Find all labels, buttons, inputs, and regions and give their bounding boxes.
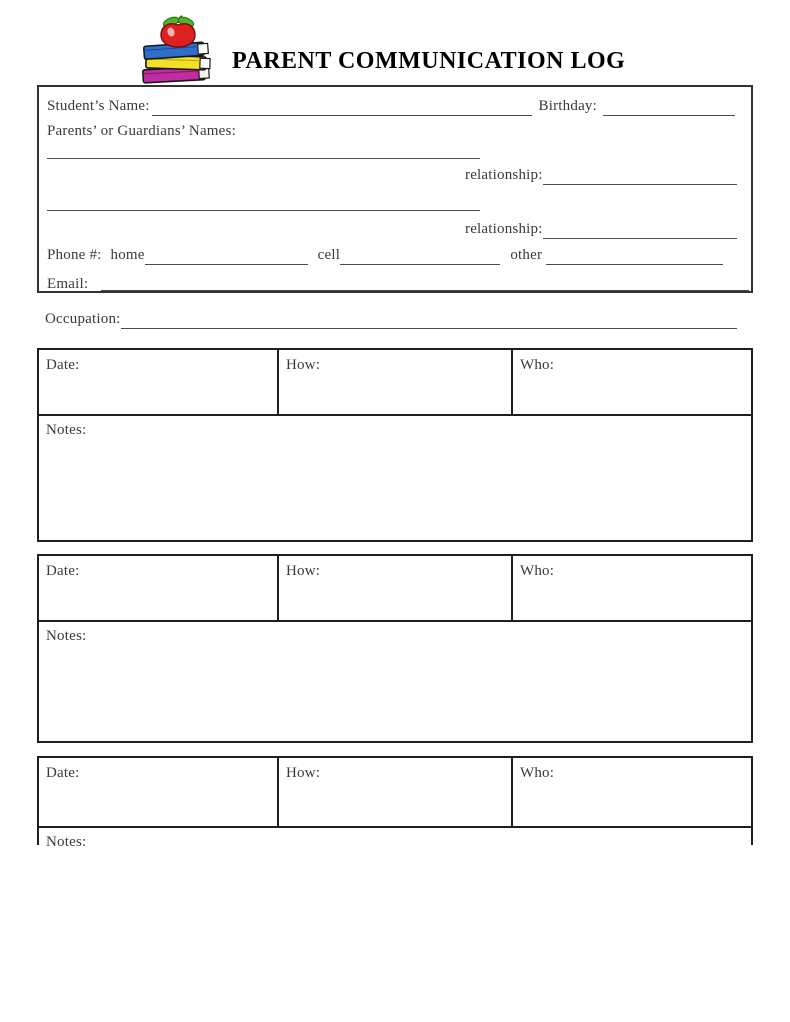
phone-cell-line[interactable] [340, 245, 500, 265]
date-cell[interactable] [39, 758, 279, 826]
relationship-row-2 [465, 219, 737, 239]
log-entry-3-header [39, 758, 751, 826]
notes-label: Notes: [46, 422, 87, 438]
occupation-line[interactable] [121, 309, 737, 329]
page-title: PARENT COMMUNICATION LOG [232, 48, 626, 74]
who-cell[interactable] [513, 556, 751, 620]
phone-cell-label: cell [317, 247, 341, 263]
notes-cell[interactable] [39, 414, 751, 540]
log-entry-3 [37, 756, 753, 850]
parent-name-line-1[interactable] [47, 145, 480, 159]
notes-label: Notes: [46, 834, 87, 850]
date-label: Date: [46, 765, 80, 781]
student-name-label: Student’s Name: [47, 98, 150, 114]
relationship-label-1: relationship: [465, 167, 543, 183]
relationship-row-1 [465, 165, 737, 185]
occupation-row [45, 309, 737, 329]
books-apple-icon [138, 10, 220, 84]
how-cell[interactable] [279, 758, 513, 826]
birthday-line[interactable] [603, 96, 735, 116]
who-label: Who: [520, 357, 555, 373]
notes-label: Notes: [46, 628, 87, 644]
occupation-label: Occupation: [45, 311, 121, 327]
phone-home-line[interactable] [145, 245, 308, 265]
birthday-label: Birthday: [538, 98, 597, 114]
date-cell[interactable] [39, 556, 279, 620]
how-label: How: [286, 357, 321, 373]
date-cell[interactable] [39, 350, 279, 414]
phone-other-label: other [510, 247, 543, 263]
relationship-label-2: relationship: [465, 221, 543, 237]
notes-cell[interactable] [39, 826, 751, 850]
who-cell[interactable] [513, 350, 751, 414]
date-label: Date: [46, 563, 80, 579]
how-label: How: [286, 765, 321, 781]
notes-cell[interactable] [39, 620, 751, 741]
date-label: Date: [46, 357, 80, 373]
phone-other-line[interactable] [546, 245, 723, 265]
log-entry-1-header [39, 350, 751, 414]
log-entry-1 [37, 348, 753, 542]
who-cell[interactable] [513, 758, 751, 826]
parent-name-line-2[interactable] [47, 197, 480, 211]
phone-label: Phone #: [47, 247, 102, 263]
how-cell[interactable] [279, 556, 513, 620]
log-entry-2-header [39, 556, 751, 620]
who-label: Who: [520, 563, 555, 579]
email-label: Email: [47, 276, 89, 292]
student-name-row [47, 96, 735, 116]
who-label: Who: [520, 765, 555, 781]
relationship-line-2[interactable] [543, 219, 737, 239]
email-line[interactable] [101, 269, 749, 291]
log-entry-2 [37, 554, 753, 743]
parents-guardians-label: Parents’ or Guardians’ Names: [47, 123, 236, 139]
how-cell[interactable] [279, 350, 513, 414]
student-info-box [37, 85, 753, 293]
relationship-line-1[interactable] [543, 165, 737, 185]
student-name-line[interactable] [152, 96, 532, 116]
phone-row [47, 245, 723, 265]
phone-home-label: home [110, 247, 145, 263]
how-label: How: [286, 563, 321, 579]
